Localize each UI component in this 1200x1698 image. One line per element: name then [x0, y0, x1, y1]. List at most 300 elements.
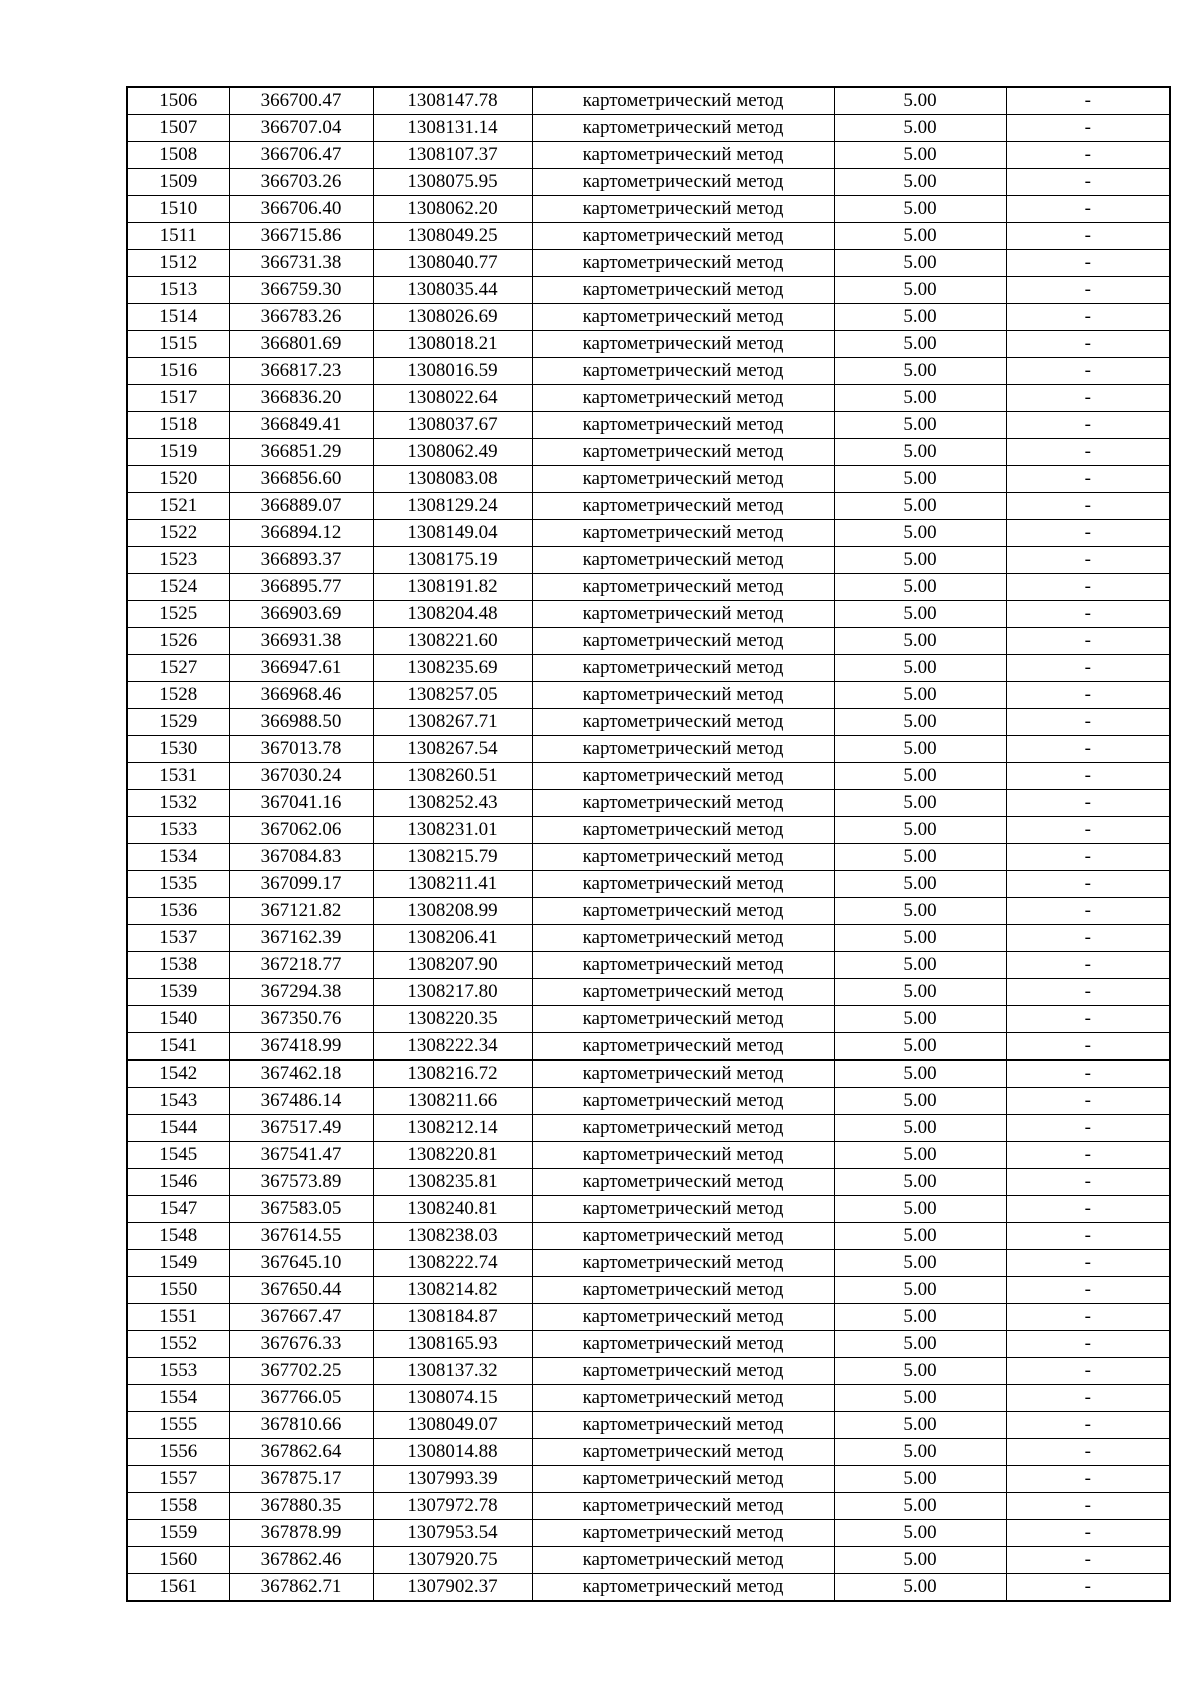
accuracy-cell: 5.00 — [834, 466, 1006, 493]
y-coordinate-cell: 1308235.81 — [373, 1169, 532, 1196]
accuracy-cell: 5.00 — [834, 439, 1006, 466]
method-cell: картометрический метод — [532, 1385, 834, 1412]
table-row — [127, 574, 1170, 601]
accuracy-cell: 5.00 — [834, 1385, 1006, 1412]
note-cell: - — [1006, 547, 1170, 574]
accuracy-cell: 5.00 — [834, 1412, 1006, 1439]
method-cell: картометрический метод — [532, 1006, 834, 1033]
accuracy-cell: 5.00 — [834, 547, 1006, 574]
point-number-cell: 1529 — [127, 709, 229, 736]
x-coordinate-cell: 366851.29 — [229, 439, 373, 466]
point-number-cell: 1509 — [127, 169, 229, 196]
table-row — [127, 952, 1170, 979]
method-cell: картометрический метод — [532, 952, 834, 979]
method-cell: картометрический метод — [532, 925, 834, 952]
point-number-cell: 1547 — [127, 1196, 229, 1223]
accuracy-cell: 5.00 — [834, 628, 1006, 655]
note-cell: - — [1006, 196, 1170, 223]
x-coordinate-cell: 367294.38 — [229, 979, 373, 1006]
x-coordinate-cell: 367041.16 — [229, 790, 373, 817]
point-number-cell: 1512 — [127, 250, 229, 277]
note-cell: - — [1006, 628, 1170, 655]
y-coordinate-cell: 1308022.64 — [373, 385, 532, 412]
note-cell: - — [1006, 736, 1170, 763]
y-coordinate-cell: 1308206.41 — [373, 925, 532, 952]
method-cell: картометрический метод — [532, 736, 834, 763]
x-coordinate-cell: 366893.37 — [229, 547, 373, 574]
note-cell: - — [1006, 1304, 1170, 1331]
point-number-cell: 1526 — [127, 628, 229, 655]
note-cell: - — [1006, 412, 1170, 439]
method-cell: картометрический метод — [532, 979, 834, 1006]
accuracy-cell: 5.00 — [834, 412, 1006, 439]
table-row — [127, 655, 1170, 682]
x-coordinate-cell: 367676.33 — [229, 1331, 373, 1358]
accuracy-cell: 5.00 — [834, 817, 1006, 844]
y-coordinate-cell: 1308049.25 — [373, 223, 532, 250]
accuracy-cell: 5.00 — [834, 736, 1006, 763]
method-cell: картометрический метод — [532, 763, 834, 790]
note-cell: - — [1006, 439, 1170, 466]
method-cell: картометрический метод — [532, 1574, 834, 1602]
y-coordinate-cell: 1308267.71 — [373, 709, 532, 736]
method-cell: картометрический метод — [532, 844, 834, 871]
accuracy-cell: 5.00 — [834, 1358, 1006, 1385]
method-cell: картометрический метод — [532, 277, 834, 304]
method-cell: картометрический метод — [532, 1547, 834, 1574]
accuracy-cell: 5.00 — [834, 1439, 1006, 1466]
x-coordinate-cell: 366895.77 — [229, 574, 373, 601]
accuracy-cell: 5.00 — [834, 871, 1006, 898]
note-cell: - — [1006, 979, 1170, 1006]
table-row — [127, 520, 1170, 547]
point-number-cell: 1560 — [127, 1547, 229, 1574]
table-row — [127, 1006, 1170, 1033]
x-coordinate-cell: 367099.17 — [229, 871, 373, 898]
method-cell: картометрический метод — [532, 142, 834, 169]
x-coordinate-cell: 366759.30 — [229, 277, 373, 304]
note-cell: - — [1006, 493, 1170, 520]
accuracy-cell: 5.00 — [834, 1331, 1006, 1358]
table-row — [127, 1385, 1170, 1412]
note-cell: - — [1006, 1006, 1170, 1033]
method-cell: картометрический метод — [532, 1088, 834, 1115]
point-number-cell: 1520 — [127, 466, 229, 493]
table-row — [127, 1060, 1170, 1088]
method-cell: картометрический метод — [532, 547, 834, 574]
method-cell: картометрический метод — [532, 493, 834, 520]
y-coordinate-cell: 1307972.78 — [373, 1493, 532, 1520]
x-coordinate-cell: 367862.71 — [229, 1574, 373, 1602]
y-coordinate-cell: 1308075.95 — [373, 169, 532, 196]
point-number-cell: 1514 — [127, 304, 229, 331]
point-number-cell: 1507 — [127, 115, 229, 142]
table-row — [127, 979, 1170, 1006]
note-cell: - — [1006, 223, 1170, 250]
x-coordinate-cell: 366801.69 — [229, 331, 373, 358]
method-cell: картометрический метод — [532, 358, 834, 385]
point-number-cell: 1527 — [127, 655, 229, 682]
note-cell: - — [1006, 1142, 1170, 1169]
method-cell: картометрический метод — [532, 466, 834, 493]
table-row — [127, 1223, 1170, 1250]
table-row — [127, 331, 1170, 358]
table-row — [127, 1493, 1170, 1520]
table-row — [127, 196, 1170, 223]
table-row — [127, 1115, 1170, 1142]
accuracy-cell: 5.00 — [834, 844, 1006, 871]
table-row — [127, 1466, 1170, 1493]
note-cell: - — [1006, 277, 1170, 304]
method-cell: картометрический метод — [532, 196, 834, 223]
x-coordinate-cell: 367121.82 — [229, 898, 373, 925]
accuracy-cell: 5.00 — [834, 1142, 1006, 1169]
x-coordinate-cell: 367880.35 — [229, 1493, 373, 1520]
x-coordinate-cell: 367517.49 — [229, 1115, 373, 1142]
accuracy-cell: 5.00 — [834, 1304, 1006, 1331]
y-coordinate-cell: 1308026.69 — [373, 304, 532, 331]
method-cell: картометрический метод — [532, 1358, 834, 1385]
x-coordinate-cell: 367702.25 — [229, 1358, 373, 1385]
point-number-cell: 1511 — [127, 223, 229, 250]
point-number-cell: 1558 — [127, 1493, 229, 1520]
table-row — [127, 358, 1170, 385]
method-cell: картометрический метод — [532, 1115, 834, 1142]
x-coordinate-cell: 366947.61 — [229, 655, 373, 682]
point-number-cell: 1533 — [127, 817, 229, 844]
y-coordinate-cell: 1307902.37 — [373, 1574, 532, 1602]
point-number-cell: 1516 — [127, 358, 229, 385]
accuracy-cell: 5.00 — [834, 1547, 1006, 1574]
x-coordinate-cell: 367350.76 — [229, 1006, 373, 1033]
x-coordinate-cell: 367013.78 — [229, 736, 373, 763]
accuracy-cell: 5.00 — [834, 682, 1006, 709]
method-cell: картометрический метод — [532, 1196, 834, 1223]
accuracy-cell: 5.00 — [834, 655, 1006, 682]
table-row — [127, 1439, 1170, 1466]
point-number-cell: 1561 — [127, 1574, 229, 1602]
method-cell: картометрический метод — [532, 520, 834, 547]
table-row — [127, 1277, 1170, 1304]
note-cell: - — [1006, 1439, 1170, 1466]
y-coordinate-cell: 1308035.44 — [373, 277, 532, 304]
method-cell: картометрический метод — [532, 1169, 834, 1196]
method-cell: картометрический метод — [532, 1142, 834, 1169]
note-cell: - — [1006, 655, 1170, 682]
x-coordinate-cell: 367862.64 — [229, 1439, 373, 1466]
note-cell: - — [1006, 358, 1170, 385]
note-cell: - — [1006, 1250, 1170, 1277]
y-coordinate-cell: 1308184.87 — [373, 1304, 532, 1331]
method-cell: картометрический метод — [532, 1033, 834, 1061]
y-coordinate-cell: 1308191.82 — [373, 574, 532, 601]
point-number-cell: 1518 — [127, 412, 229, 439]
coordinates-table — [126, 86, 1171, 1602]
table-row — [127, 1520, 1170, 1547]
table-row — [127, 385, 1170, 412]
note-cell: - — [1006, 1196, 1170, 1223]
x-coordinate-cell: 367650.44 — [229, 1277, 373, 1304]
x-coordinate-cell: 367878.99 — [229, 1520, 373, 1547]
x-coordinate-cell: 367645.10 — [229, 1250, 373, 1277]
note-cell: - — [1006, 844, 1170, 871]
x-coordinate-cell: 367062.06 — [229, 817, 373, 844]
accuracy-cell: 5.00 — [834, 304, 1006, 331]
note-cell: - — [1006, 87, 1170, 115]
y-coordinate-cell: 1308165.93 — [373, 1331, 532, 1358]
note-cell: - — [1006, 520, 1170, 547]
y-coordinate-cell: 1308267.54 — [373, 736, 532, 763]
x-coordinate-cell: 367541.47 — [229, 1142, 373, 1169]
accuracy-cell: 5.00 — [834, 493, 1006, 520]
y-coordinate-cell: 1308175.19 — [373, 547, 532, 574]
table-row — [127, 1547, 1170, 1574]
table-row — [127, 1358, 1170, 1385]
table-row — [127, 493, 1170, 520]
accuracy-cell: 5.00 — [834, 331, 1006, 358]
accuracy-cell: 5.00 — [834, 601, 1006, 628]
x-coordinate-cell: 366817.23 — [229, 358, 373, 385]
y-coordinate-cell: 1308252.43 — [373, 790, 532, 817]
point-number-cell: 1519 — [127, 439, 229, 466]
method-cell: картометрический метод — [532, 1250, 834, 1277]
y-coordinate-cell: 1308217.80 — [373, 979, 532, 1006]
note-cell: - — [1006, 790, 1170, 817]
x-coordinate-cell: 366706.47 — [229, 142, 373, 169]
y-coordinate-cell: 1308049.07 — [373, 1412, 532, 1439]
method-cell: картометрический метод — [532, 1277, 834, 1304]
method-cell: картометрический метод — [532, 1331, 834, 1358]
y-coordinate-cell: 1308131.14 — [373, 115, 532, 142]
point-number-cell: 1536 — [127, 898, 229, 925]
note-cell: - — [1006, 331, 1170, 358]
point-number-cell: 1524 — [127, 574, 229, 601]
note-cell: - — [1006, 898, 1170, 925]
table-row — [127, 1033, 1170, 1061]
accuracy-cell: 5.00 — [834, 1169, 1006, 1196]
x-coordinate-cell: 367162.39 — [229, 925, 373, 952]
x-coordinate-cell: 366700.47 — [229, 87, 373, 115]
accuracy-cell: 5.00 — [834, 196, 1006, 223]
y-coordinate-cell: 1308240.81 — [373, 1196, 532, 1223]
table-row — [127, 277, 1170, 304]
point-number-cell: 1549 — [127, 1250, 229, 1277]
accuracy-cell: 5.00 — [834, 520, 1006, 547]
y-coordinate-cell: 1308137.32 — [373, 1358, 532, 1385]
method-cell: картометрический метод — [532, 169, 834, 196]
note-cell: - — [1006, 466, 1170, 493]
accuracy-cell: 5.00 — [834, 1060, 1006, 1088]
point-number-cell: 1539 — [127, 979, 229, 1006]
method-cell: картометрический метод — [532, 250, 834, 277]
method-cell: картометрический метод — [532, 574, 834, 601]
method-cell: картометрический метод — [532, 655, 834, 682]
x-coordinate-cell: 366889.07 — [229, 493, 373, 520]
point-number-cell: 1552 — [127, 1331, 229, 1358]
method-cell: картометрический метод — [532, 817, 834, 844]
point-number-cell: 1554 — [127, 1385, 229, 1412]
accuracy-cell: 5.00 — [834, 1033, 1006, 1061]
x-coordinate-cell: 367030.24 — [229, 763, 373, 790]
point-number-cell: 1544 — [127, 1115, 229, 1142]
note-cell: - — [1006, 250, 1170, 277]
x-coordinate-cell: 367418.99 — [229, 1033, 373, 1061]
y-coordinate-cell: 1308212.14 — [373, 1115, 532, 1142]
x-coordinate-cell: 367573.89 — [229, 1169, 373, 1196]
method-cell: картометрический метод — [532, 601, 834, 628]
accuracy-cell: 5.00 — [834, 223, 1006, 250]
point-number-cell: 1528 — [127, 682, 229, 709]
table-row — [127, 1142, 1170, 1169]
note-cell: - — [1006, 1169, 1170, 1196]
y-coordinate-cell: 1308208.99 — [373, 898, 532, 925]
table-row — [127, 1169, 1170, 1196]
y-coordinate-cell: 1308260.51 — [373, 763, 532, 790]
table-row — [127, 1331, 1170, 1358]
point-number-cell: 1517 — [127, 385, 229, 412]
point-number-cell: 1532 — [127, 790, 229, 817]
accuracy-cell: 5.00 — [834, 1520, 1006, 1547]
method-cell: картометрический метод — [532, 331, 834, 358]
y-coordinate-cell: 1308220.35 — [373, 1006, 532, 1033]
y-coordinate-cell: 1308211.66 — [373, 1088, 532, 1115]
y-coordinate-cell: 1308016.59 — [373, 358, 532, 385]
x-coordinate-cell: 367766.05 — [229, 1385, 373, 1412]
note-cell: - — [1006, 817, 1170, 844]
note-cell: - — [1006, 1574, 1170, 1602]
x-coordinate-cell: 366783.26 — [229, 304, 373, 331]
point-number-cell: 1542 — [127, 1060, 229, 1088]
accuracy-cell: 5.00 — [834, 898, 1006, 925]
method-cell: картометрический метод — [532, 1493, 834, 1520]
note-cell: - — [1006, 1033, 1170, 1061]
point-number-cell: 1545 — [127, 1142, 229, 1169]
table-row — [127, 1574, 1170, 1602]
point-number-cell: 1546 — [127, 1169, 229, 1196]
point-number-cell: 1522 — [127, 520, 229, 547]
x-coordinate-cell: 367583.05 — [229, 1196, 373, 1223]
y-coordinate-cell: 1308149.04 — [373, 520, 532, 547]
accuracy-cell: 5.00 — [834, 1250, 1006, 1277]
y-coordinate-cell: 1308207.90 — [373, 952, 532, 979]
x-coordinate-cell: 366715.86 — [229, 223, 373, 250]
note-cell: - — [1006, 1466, 1170, 1493]
x-coordinate-cell: 367218.77 — [229, 952, 373, 979]
x-coordinate-cell: 367462.18 — [229, 1060, 373, 1088]
accuracy-cell: 5.00 — [834, 952, 1006, 979]
y-coordinate-cell: 1307920.75 — [373, 1547, 532, 1574]
note-cell: - — [1006, 1547, 1170, 1574]
method-cell: картометрический метод — [532, 1223, 834, 1250]
accuracy-cell: 5.00 — [834, 1574, 1006, 1602]
table-row — [127, 142, 1170, 169]
table-row — [127, 763, 1170, 790]
note-cell: - — [1006, 1385, 1170, 1412]
x-coordinate-cell: 366703.26 — [229, 169, 373, 196]
y-coordinate-cell: 1308014.88 — [373, 1439, 532, 1466]
y-coordinate-cell: 1308040.77 — [373, 250, 532, 277]
point-number-cell: 1556 — [127, 1439, 229, 1466]
y-coordinate-cell: 1307953.54 — [373, 1520, 532, 1547]
x-coordinate-cell: 366903.69 — [229, 601, 373, 628]
y-coordinate-cell: 1308222.74 — [373, 1250, 532, 1277]
accuracy-cell: 5.00 — [834, 763, 1006, 790]
note-cell: - — [1006, 1331, 1170, 1358]
x-coordinate-cell: 366707.04 — [229, 115, 373, 142]
point-number-cell: 1508 — [127, 142, 229, 169]
x-coordinate-cell: 366856.60 — [229, 466, 373, 493]
accuracy-cell: 5.00 — [834, 574, 1006, 601]
point-number-cell: 1513 — [127, 277, 229, 304]
y-coordinate-cell: 1308018.21 — [373, 331, 532, 358]
accuracy-cell: 5.00 — [834, 979, 1006, 1006]
note-cell: - — [1006, 1412, 1170, 1439]
y-coordinate-cell: 1308147.78 — [373, 87, 532, 115]
y-coordinate-cell: 1308037.67 — [373, 412, 532, 439]
point-number-cell: 1530 — [127, 736, 229, 763]
point-number-cell: 1540 — [127, 1006, 229, 1033]
accuracy-cell: 5.00 — [834, 87, 1006, 115]
y-coordinate-cell: 1308221.60 — [373, 628, 532, 655]
note-cell: - — [1006, 574, 1170, 601]
table-row — [127, 115, 1170, 142]
accuracy-cell: 5.00 — [834, 790, 1006, 817]
accuracy-cell: 5.00 — [834, 169, 1006, 196]
method-cell: картометрический метод — [532, 1520, 834, 1547]
x-coordinate-cell: 367862.46 — [229, 1547, 373, 1574]
accuracy-cell: 5.00 — [834, 1088, 1006, 1115]
method-cell: картометрический метод — [532, 223, 834, 250]
accuracy-cell: 5.00 — [834, 1277, 1006, 1304]
accuracy-cell: 5.00 — [834, 1466, 1006, 1493]
accuracy-cell: 5.00 — [834, 142, 1006, 169]
accuracy-cell: 5.00 — [834, 358, 1006, 385]
y-coordinate-cell: 1308220.81 — [373, 1142, 532, 1169]
method-cell: картометрический метод — [532, 412, 834, 439]
note-cell: - — [1006, 871, 1170, 898]
note-cell: - — [1006, 142, 1170, 169]
method-cell: картометрический метод — [532, 1060, 834, 1088]
table-row — [127, 682, 1170, 709]
note-cell: - — [1006, 1115, 1170, 1142]
accuracy-cell: 5.00 — [834, 1196, 1006, 1223]
note-cell: - — [1006, 1277, 1170, 1304]
x-coordinate-cell: 366968.46 — [229, 682, 373, 709]
table-row — [127, 169, 1170, 196]
x-coordinate-cell: 366931.38 — [229, 628, 373, 655]
accuracy-cell: 5.00 — [834, 115, 1006, 142]
y-coordinate-cell: 1308211.41 — [373, 871, 532, 898]
point-number-cell: 1510 — [127, 196, 229, 223]
y-coordinate-cell: 1308222.34 — [373, 1033, 532, 1061]
table-row — [127, 1304, 1170, 1331]
note-cell: - — [1006, 169, 1170, 196]
accuracy-cell: 5.00 — [834, 1493, 1006, 1520]
table-row — [127, 223, 1170, 250]
table-row — [127, 898, 1170, 925]
x-coordinate-cell: 367084.83 — [229, 844, 373, 871]
method-cell: картометрический метод — [532, 709, 834, 736]
table-row — [127, 1250, 1170, 1277]
method-cell: картометрический метод — [532, 115, 834, 142]
method-cell: картометрический метод — [532, 1412, 834, 1439]
table-row — [127, 1196, 1170, 1223]
accuracy-cell: 5.00 — [834, 709, 1006, 736]
table-row — [127, 250, 1170, 277]
note-cell: - — [1006, 1520, 1170, 1547]
point-number-cell: 1537 — [127, 925, 229, 952]
method-cell: картометрический метод — [532, 628, 834, 655]
